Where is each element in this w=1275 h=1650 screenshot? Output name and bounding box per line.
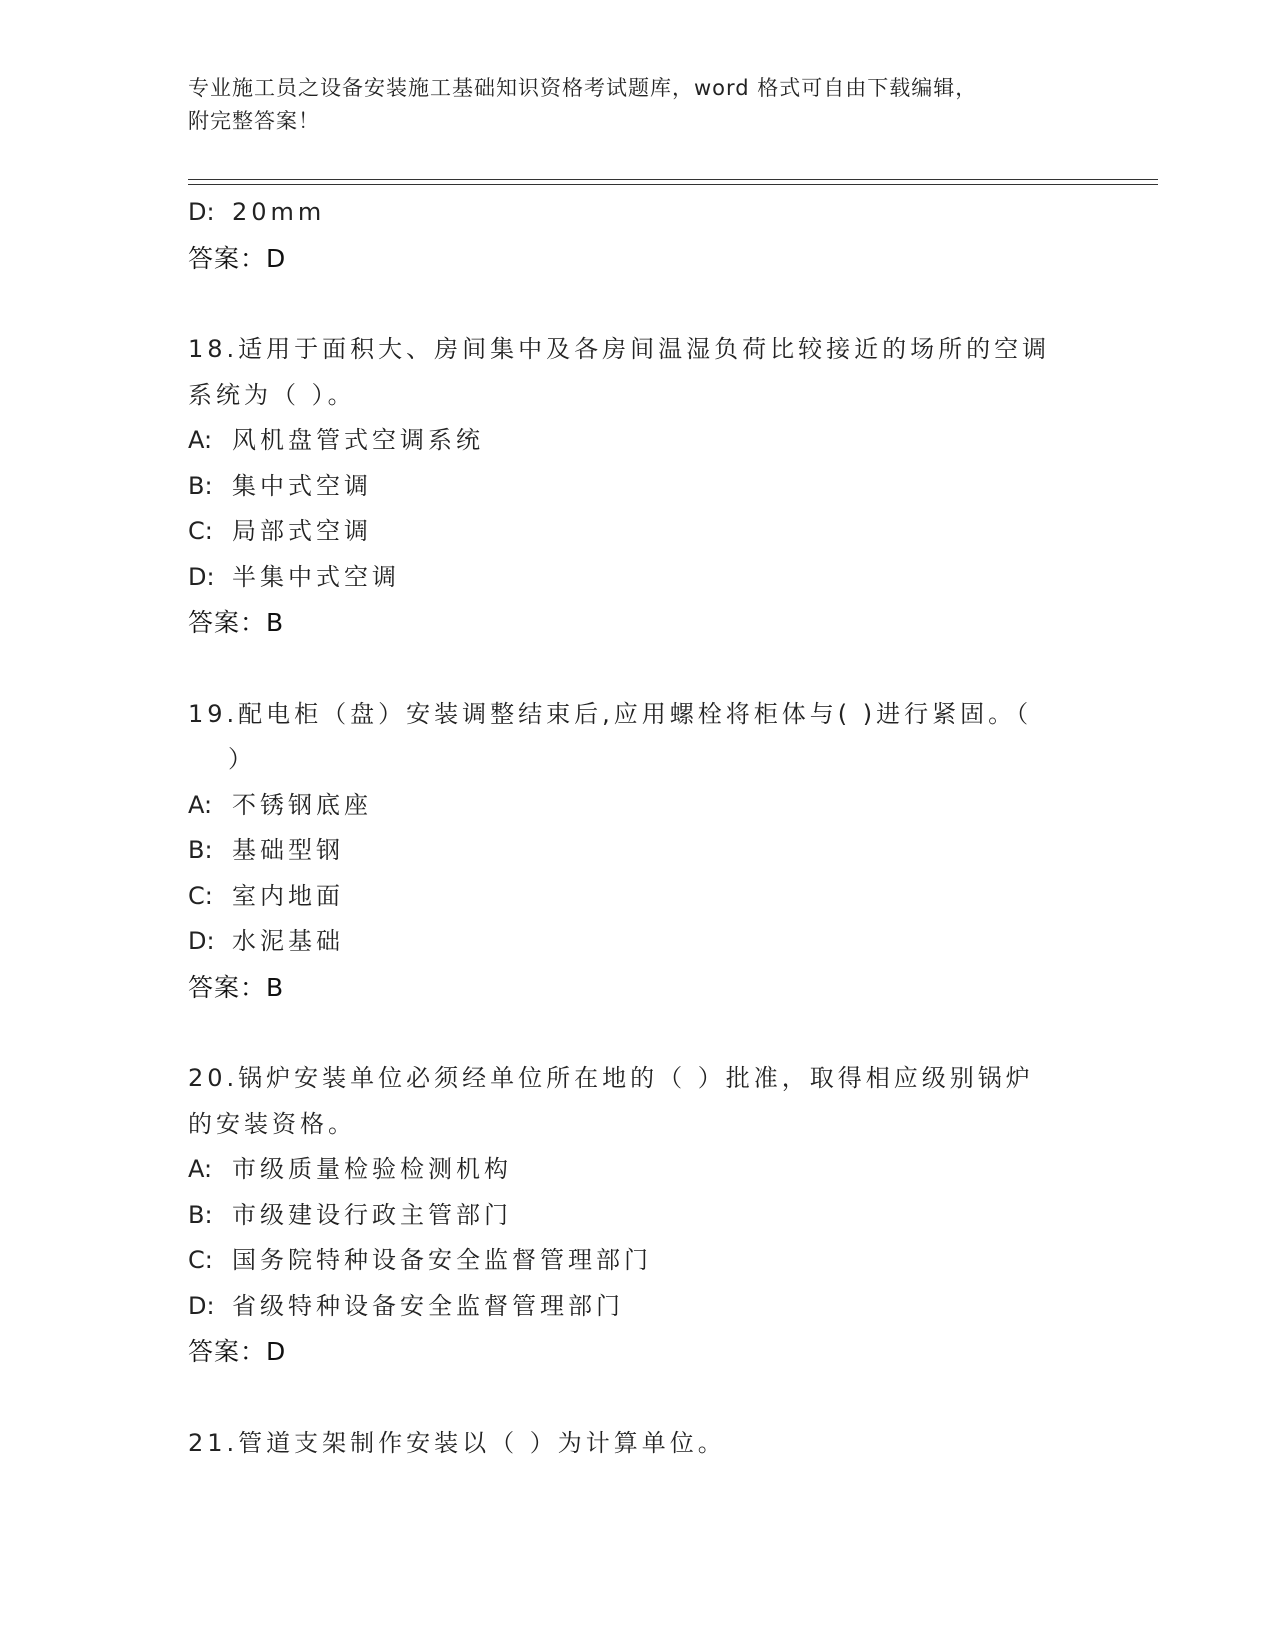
option-text: 半集中式空调 <box>232 562 400 591</box>
option-letter: B: <box>188 836 213 864</box>
option-d <box>188 1284 1088 1330</box>
option-text: 基础型钢 <box>232 836 344 864</box>
option-c <box>188 874 1088 920</box>
option-d <box>188 190 1088 236</box>
option-b <box>188 1193 1088 1239</box>
option-letter: A: <box>188 1155 213 1183</box>
option-letter: C: <box>188 517 213 545</box>
option-text: 风机盘管式空调系统 <box>232 426 484 454</box>
option-a <box>188 1147 1088 1193</box>
answer: 答案：B <box>188 608 285 637</box>
question-text-line-1: 18.适用于面积大、房间集中及各房间温湿负荷比较接近的场所的空调 <box>188 335 1051 363</box>
option-letter: A: <box>188 426 213 454</box>
option-text: 局部式空调 <box>232 517 372 545</box>
option-letter: D: <box>188 198 215 226</box>
header-line-1: 专业施工员之设备安装施工基础知识资格考试题库，word 格式可自由下载编辑， <box>188 76 978 100</box>
answer: 答案：D <box>188 1337 287 1366</box>
option-b <box>188 828 1088 874</box>
option-letter: C: <box>188 881 213 910</box>
option-text: 室内地面 <box>232 881 344 910</box>
question-21 <box>188 1421 1088 1467</box>
question-text-line-1: 19.配电柜（盘）安装调整结束后,应用螺栓将柜体与( )进行紧固。（ <box>188 699 1033 728</box>
question-list <box>188 190 1088 1466</box>
option-text: 市级质量检验检测机构 <box>232 1155 512 1183</box>
option-letter: B: <box>188 1200 213 1229</box>
option-c <box>188 1238 1088 1284</box>
option-text: 20mm <box>232 198 326 226</box>
header-divider-top <box>188 179 1158 180</box>
option-letter: D: <box>188 927 215 955</box>
question-text-line-2: 系统为（ ）。 <box>188 380 356 409</box>
option-a <box>188 783 1088 829</box>
document-header <box>188 72 1068 138</box>
option-letter: B: <box>188 471 213 500</box>
option-letter: D: <box>188 562 215 591</box>
question-text-line-1: 20.锅炉安装单位必须经单位所在地的（ ）批准，取得相应级别锅炉 <box>188 1064 1034 1092</box>
header-line-2: 附完整答案！ <box>188 109 320 133</box>
option-letter: D: <box>188 1291 215 1320</box>
option-c <box>188 509 1088 555</box>
option-d <box>188 919 1088 965</box>
option-text: 集中式空调 <box>232 471 372 500</box>
answer: 答案：D <box>188 243 287 273</box>
header-divider-bottom <box>188 184 1158 185</box>
option-text: 水泥基础 <box>232 927 344 955</box>
option-b <box>188 464 1088 510</box>
option-text: 市级建设行政主管部门 <box>232 1200 512 1229</box>
question-text-line-2: 的安装资格。 <box>188 1109 356 1138</box>
option-d <box>188 555 1088 601</box>
option-letter: C: <box>188 1246 213 1274</box>
option-letter: A: <box>188 790 213 819</box>
option-a <box>188 418 1088 464</box>
question-text-line-1: 21.管道支架制作安装以（ ）为计算单位。 <box>188 1428 726 1457</box>
option-text: 国务院特种设备安全监督管理部门 <box>232 1246 652 1274</box>
question-18 <box>188 327 1088 646</box>
answer: 答案：B <box>188 972 285 1002</box>
option-text: 不锈钢底座 <box>232 790 372 819</box>
question-19 <box>188 692 1088 1011</box>
question-20 <box>188 1056 1088 1375</box>
question-text-line-2: ） <box>228 745 256 773</box>
option-text: 省级特种设备安全监督管理部门 <box>232 1291 624 1320</box>
